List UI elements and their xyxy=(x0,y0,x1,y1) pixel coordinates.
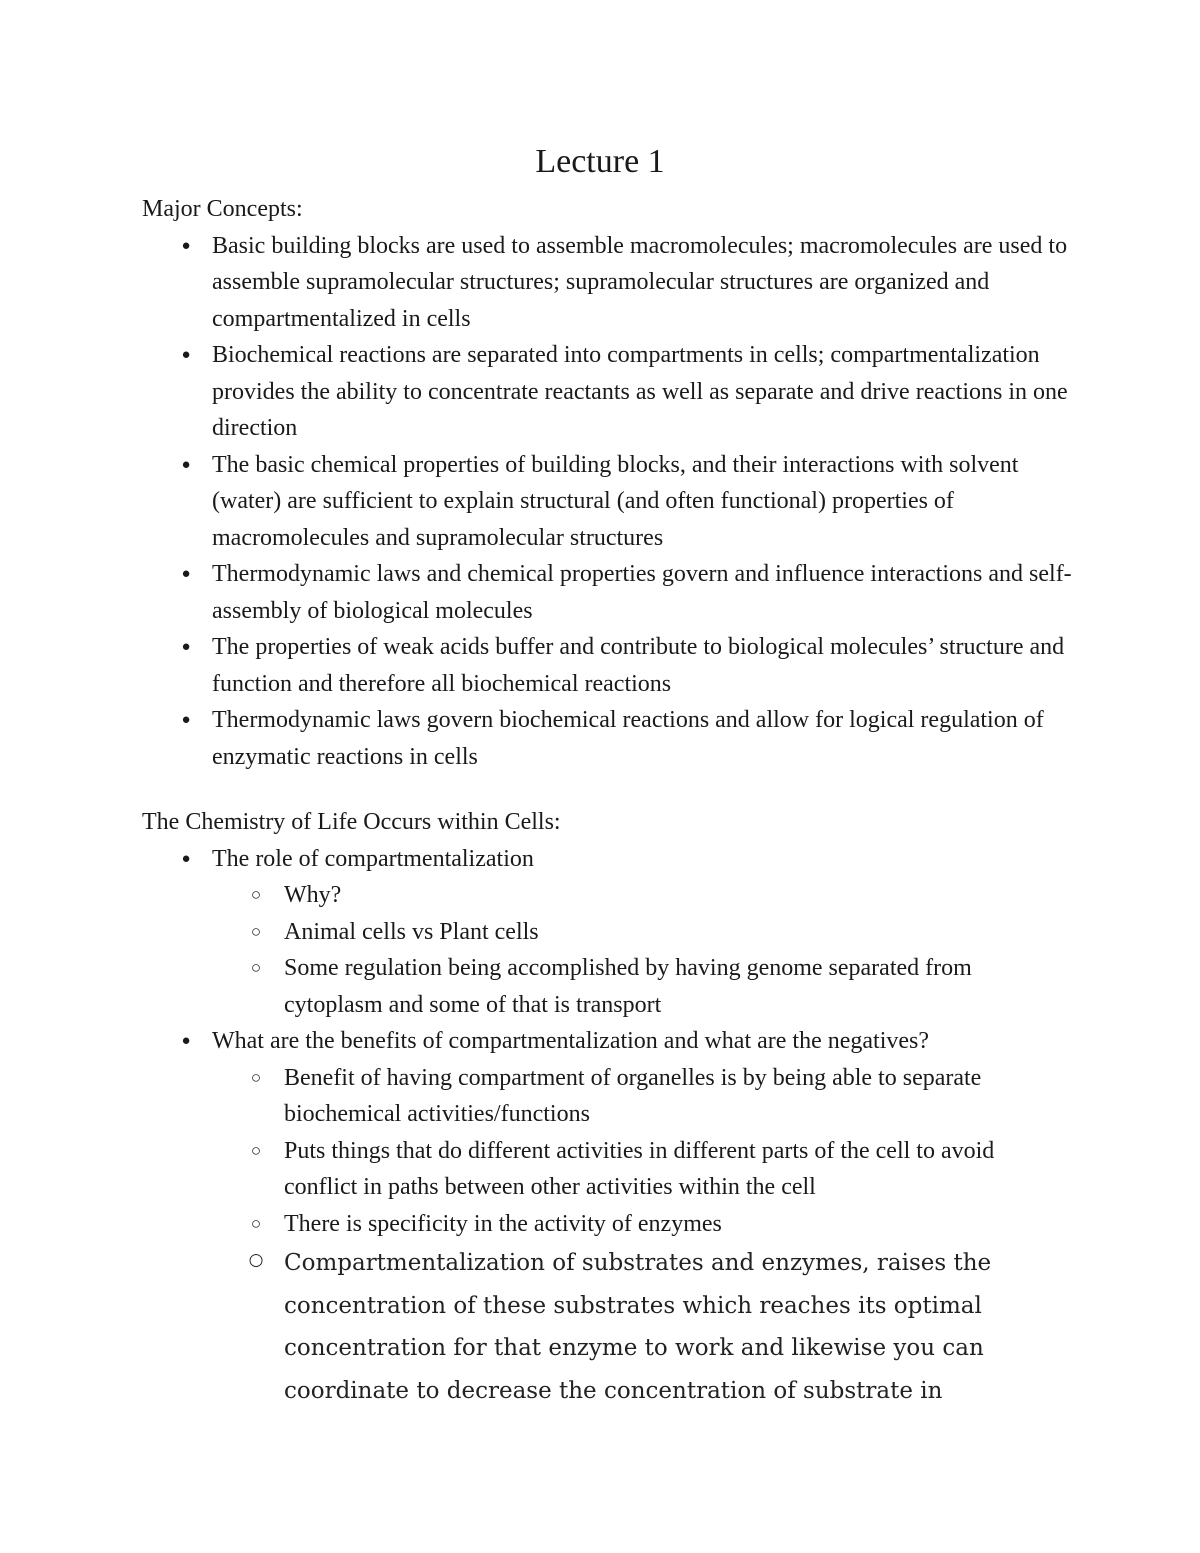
sub-list-item xyxy=(212,1060,1072,1133)
sub-list-item xyxy=(212,1242,1072,1412)
list-item xyxy=(142,447,1072,557)
hollow-bullet-icon: ○ xyxy=(250,1067,262,1087)
bullet-icon: ● xyxy=(181,639,191,655)
sub-list-item-text: Puts things that do different activities in different parts of the cell to avoid conflict in paths between other activities within the cell xyxy=(284,1137,995,1200)
major-concepts-list xyxy=(142,228,1072,776)
list-item-text: The properties of weak acids buffer and contribute to biological molecules’ structure and function and therefore all biochemical reactions xyxy=(212,634,1065,697)
chemistry-of-life-section xyxy=(142,804,1072,1412)
bullet-icon: ● xyxy=(181,347,191,363)
list-item xyxy=(142,841,1072,1024)
hollow-bullet-icon: ○ xyxy=(250,1213,262,1233)
sub-list-item xyxy=(212,1133,1072,1206)
sub-list-item xyxy=(212,950,1072,1023)
bullet-icon: ● xyxy=(181,566,191,582)
list-item xyxy=(142,702,1072,775)
hollow-bullet-icon: ○ xyxy=(250,1140,262,1160)
list-item-text: Biochemical reactions are separated into compartments in cells; compartmentalization provides the ability to concentrate reactants as well as separate and drive reactions in one direction xyxy=(212,342,1068,441)
chemistry-heading: The Chemistry of Life Occurs within Cells: xyxy=(142,809,561,835)
sub-list-item-text: There is specificity in the activity of enzymes xyxy=(284,1210,722,1237)
sub-list-item-text: Animal cells vs Plant cells xyxy=(284,918,539,945)
sub-list-item xyxy=(212,914,1072,951)
sub-list-item xyxy=(212,1206,1072,1243)
list-item xyxy=(142,556,1072,629)
list-item xyxy=(142,228,1072,338)
list-item-text: Thermodynamic laws and chemical properties govern and influence interactions and self-assembly of biological molecules xyxy=(212,561,1072,624)
list-item xyxy=(142,1023,1072,1412)
sub-list-item-text: Compartmentalization of substrates and enzymes, raises the concentration of these substrates which reaches its optimal concentration for that enzyme to work and likewise you can coordinate to decrease the concentration of substrate in xyxy=(284,1250,992,1404)
list-item xyxy=(142,629,1072,702)
sub-list xyxy=(212,1060,1072,1413)
sub-list-item-text: Why? xyxy=(284,882,342,908)
hollow-bullet-icon: ○ xyxy=(250,885,262,904)
bullet-icon: ● xyxy=(181,712,191,728)
sub-list xyxy=(212,877,1072,1023)
list-item-text: What are the benefits of compartmentalization and what are the negatives? xyxy=(212,1028,930,1054)
sub-list-item-text: Benefit of having compartment of organelles is by being able to separate biochemical activities/functions xyxy=(284,1064,982,1127)
list-item-text: The role of compartmentalization xyxy=(212,845,534,872)
hollow-bullet-icon: ○ xyxy=(250,958,262,977)
list-item-text: Basic building blocks are used to assemble macromolecules; macromolecules are used to assemble supramolecular structures; supramolecular structures are organized and compartmentalized in cells xyxy=(212,232,1068,332)
bullet-icon: ● xyxy=(181,456,191,473)
bullet-icon: ● xyxy=(181,850,191,867)
bullet-icon: ● xyxy=(181,237,191,254)
major-concepts-heading: Major Concepts: xyxy=(142,196,303,222)
sub-list-item xyxy=(212,877,1072,914)
hollow-bullet-icon: ○ xyxy=(250,921,262,941)
sub-list-item-text: Some regulation being accomplished by having genome separated from cytoplasm and some of that is transport xyxy=(284,955,972,1018)
list-item xyxy=(142,337,1072,447)
chemistry-list xyxy=(142,841,1072,1413)
hollow-bullet-icon: ○ xyxy=(248,1250,264,1270)
page-title: Lecture 1 xyxy=(535,143,665,180)
major-concepts-section xyxy=(142,191,1072,775)
bullet-icon: ● xyxy=(181,1033,191,1049)
list-item-text: Thermodynamic laws govern biochemical reactions and allow for logical regulation of enzymatic reactions in cells xyxy=(212,707,1044,770)
list-item-text: The basic chemical properties of building blocks, and their interactions with solvent (water) are sufficient to explain structural (and often functional) properties of macromolecules and supramolecular structures xyxy=(212,451,1019,551)
